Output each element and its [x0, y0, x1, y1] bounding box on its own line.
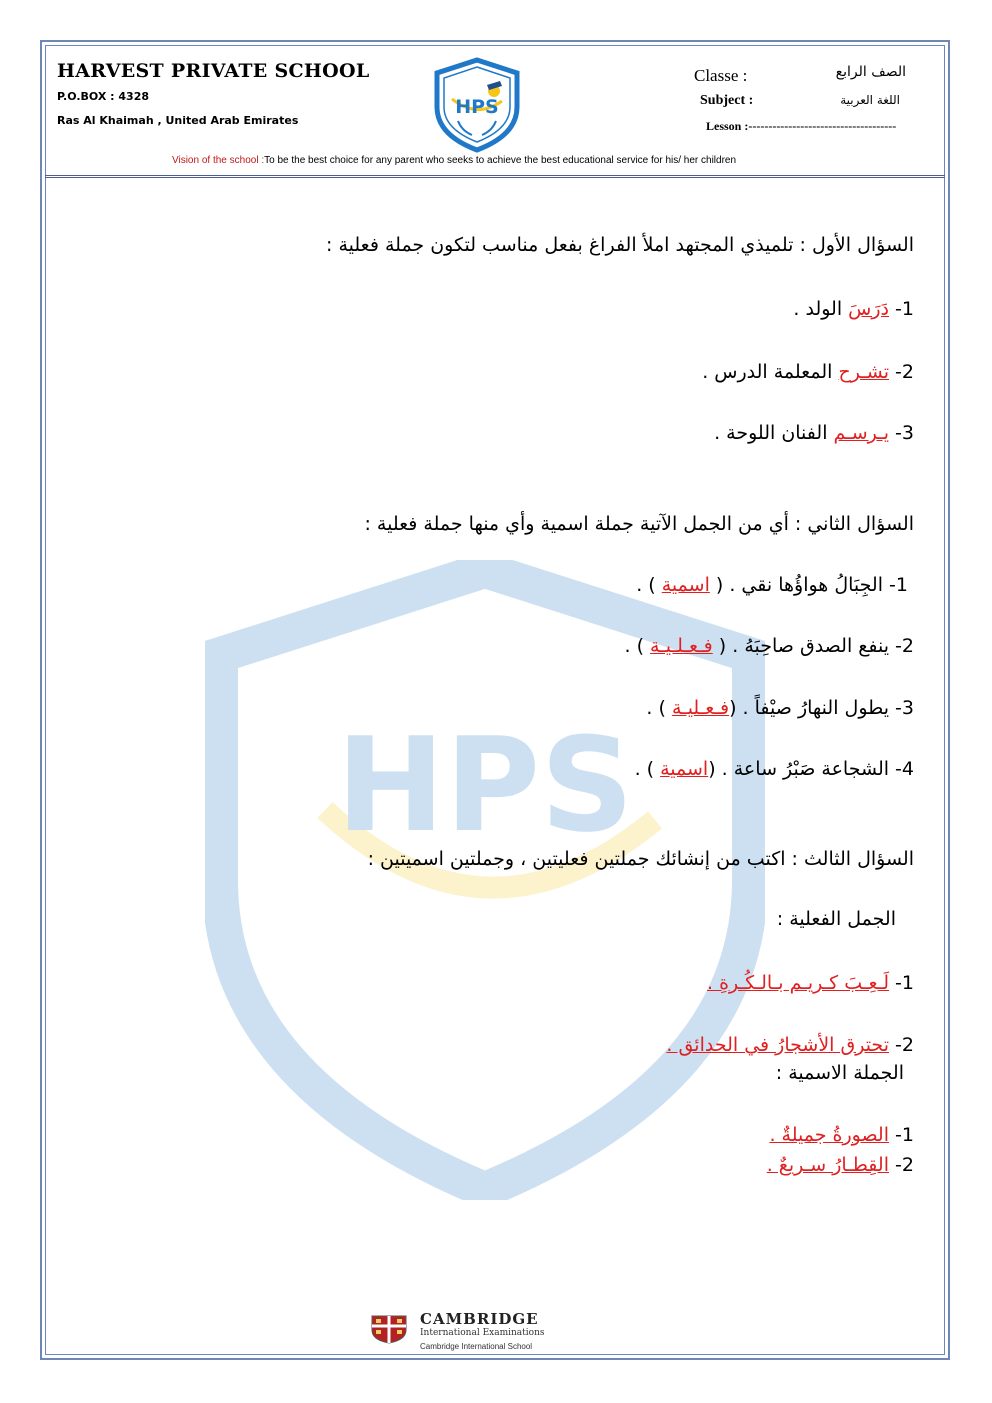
q3-item-num: 1- — [895, 972, 914, 994]
cambridge-brand: CAMBRIDGE — [420, 1310, 539, 1328]
school-logo-icon — [432, 57, 522, 153]
q2-item-answer: فـعـلـيـة — [650, 635, 713, 657]
q2-item-answer: اسمية — [661, 574, 710, 596]
q1-item-answer: يـرسـم — [833, 422, 889, 444]
q1-item-1 — [793, 298, 914, 320]
q3-verbal-1 — [707, 972, 914, 994]
q3-nominal-2 — [767, 1154, 914, 1176]
q2-item-num: 2- — [895, 635, 914, 657]
classe-value: الصف الرابع — [835, 64, 906, 80]
q2-item-num: 4- — [895, 758, 914, 780]
q3-verbal-heading: الجمل الفعلية : — [776, 908, 896, 930]
q2-item-num: 3- — [895, 697, 914, 719]
q3-item-answer: لَـعِـبَ كـريـم بـالـكُـرةِ . — [707, 972, 889, 994]
q3-nominal-1 — [769, 1124, 914, 1146]
q3-item-num: 1- — [895, 1124, 914, 1146]
q3-item-answer: القِطـارُ سـريعٌ . — [766, 1154, 889, 1176]
q1-item-rest: الولد . — [793, 298, 849, 320]
header-divider — [45, 175, 945, 178]
school-vision — [172, 155, 736, 166]
q3-item-num: 2- — [895, 1154, 914, 1176]
cambridge-school: Cambridge International School — [420, 1342, 533, 1351]
school-address: Ras Al Khaimah , United Arab Emirates — [57, 114, 299, 127]
q2-item-answer: اسمية — [660, 758, 709, 780]
cambridge-subtitle: International Examinations — [420, 1328, 545, 1338]
q1-item-rest: الفنان اللوحة . — [714, 422, 834, 444]
school-name: HARVEST PRIVATE SCHOOL — [57, 60, 370, 82]
q2-item-close: ) . — [636, 574, 662, 596]
lesson-label: Lesson :------------------------------------- — [706, 119, 897, 133]
q2-item-text: ينفع الصدق صاحِبَهُ . ( — [712, 635, 896, 657]
q2-item-text: الشجاعة صَبْرُ ساعة . ( — [708, 758, 896, 780]
q1-item-rest: المعلمة الدرس . — [702, 361, 839, 383]
q3-item-num: 2- — [895, 1034, 914, 1056]
svg-text:HPS: HPS — [336, 709, 634, 861]
subject-value: اللغة العربية — [840, 93, 900, 107]
q3-item-answer: الصورةُ جميلةٌ . — [769, 1124, 889, 1146]
q2-item-text: يطول النهارُ صيْفاً . ( — [729, 697, 896, 719]
po-box: P.O.BOX : 4328 — [57, 90, 150, 103]
q1-item-num: 3- — [895, 422, 914, 444]
q3-item-answer: تحترق الأشجارُ في الحدائق . — [666, 1034, 889, 1056]
q1-item-num: 1- — [895, 298, 914, 320]
q1-item-3 — [714, 422, 914, 444]
q2-item-close: ) . — [646, 697, 672, 719]
q2-item-answer: فـعـليـة — [671, 697, 730, 719]
classe-label: Classe : — [694, 66, 748, 85]
cambridge-crest-icon — [370, 1314, 408, 1344]
q2-item-text: الجِبَالُ هواؤُها نقي . ( — [709, 574, 890, 596]
q1-item-answer: دَرَسَ — [848, 298, 889, 320]
q1-item-2 — [702, 361, 914, 383]
q2-item-1 — [636, 574, 908, 596]
q3-title: السؤال الثالث : اكتب من إنشائك جملتين فعليتين ، وجملتين اسميتين : — [367, 848, 914, 870]
q2-item-num: 1- — [889, 574, 908, 596]
q2-item-3 — [646, 697, 914, 719]
q2-item-4 — [635, 758, 914, 780]
vision-text: To be the best choice for any parent who seeks to achieve the best educational service for his/ her children — [264, 155, 737, 166]
q2-item-close: ) . — [624, 635, 651, 657]
subject-label: Subject : — [700, 93, 754, 108]
q2-title: السؤال الثاني : أي من الجمل الآتية جملة اسمية وأي منها جملة فعلية : — [364, 513, 914, 535]
q1-title: السؤال الأول : تلميذي المجتهد املأ الفراغ بفعل مناسب لتكون جملة فعلية : — [326, 234, 914, 256]
q3-nominal-heading: الجملة الاسمية : — [775, 1062, 904, 1084]
q3-verbal-2 — [666, 1034, 914, 1056]
q1-item-answer: تشـرح — [838, 361, 889, 383]
q1-item-num: 2- — [895, 361, 914, 383]
vision-label: Vision of the school : — [172, 155, 265, 166]
q2-item-close: ) . — [634, 758, 661, 780]
logo-text: HPS — [455, 96, 499, 118]
q2-item-2 — [625, 635, 915, 657]
